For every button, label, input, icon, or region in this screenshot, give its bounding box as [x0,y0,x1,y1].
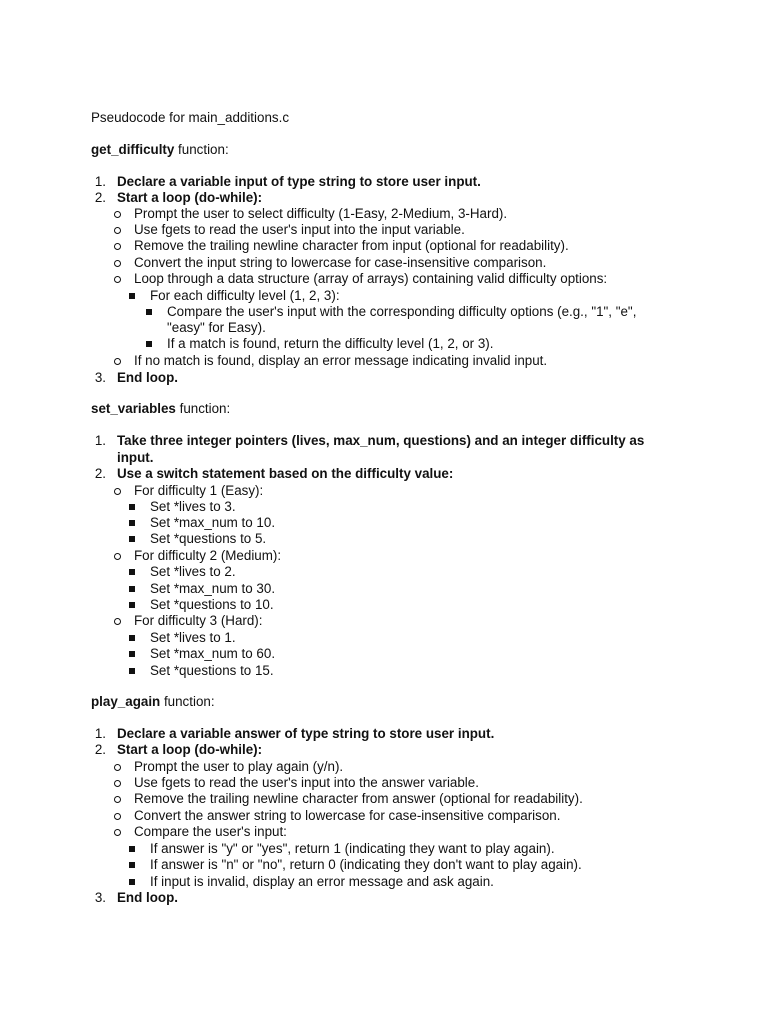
step-text: Take three integer pointers (lives, max_num, questions) and an integer difficulty as [117,433,645,448]
square-bullet-icon [129,862,135,868]
circle-bullet-icon [114,243,121,250]
bullet-text: Compare the user's input with the corresponding difficulty options (e.g., "1", "e", [167,304,637,319]
function-suffix: function: [160,694,215,709]
square-bullet-icon [129,536,135,542]
bullet-text: If no match is found, display an error message indicating invalid input. [134,353,548,368]
square-bullet-icon [129,293,135,299]
function-suffix: function: [174,142,229,157]
bullet-text: Set *max_num to 10. [150,515,276,530]
bullet-text: If answer is "y" or "yes", return 1 (indicating they want to play again). [150,841,555,856]
bullet-text: For each difficulty level (1, 2, 3): [150,288,340,303]
circle-bullet-icon [114,260,121,267]
circle-bullet-icon [114,227,121,234]
step-number: 1. [94,174,106,189]
bullet-text: Set *max_num to 60. [150,646,276,661]
function-name: play_again [91,694,161,709]
square-bullet-icon [129,569,135,575]
square-bullet-icon [146,309,152,315]
bullet-text: Convert the answer string to lowercase for case-insensitive comparison. [134,808,561,823]
bullet-text: Convert the input string to lowercase for case-insensitive comparison. [134,255,547,270]
step-text: Start a loop (do-while): [117,190,263,205]
bullet-text: Use fgets to read the user's input into the answer variable. [134,775,479,790]
bullet-text: Set *lives to 1. [150,630,236,645]
bullet-text: If input is invalid, display an error message and ask again. [150,874,494,889]
circle-bullet-icon [114,780,121,787]
step-number: 3. [94,890,106,905]
step-number: 2. [94,742,106,757]
square-bullet-icon [129,668,135,674]
circle-bullet-icon [114,488,121,495]
bullet-text-continued: "easy" for Easy). [167,320,266,335]
step-number: 2. [94,190,106,205]
bullet-text: For difficulty 2 (Medium): [134,548,282,563]
step-number: 3. [94,370,106,385]
step-text: Start a loop (do-while): [117,742,263,757]
step-text: Use a switch statement based on the difficulty value: [117,466,454,481]
step-number: 1. [94,433,106,448]
function-name: set_variables [91,401,176,416]
bullet-text: Set *questions to 5. [150,531,267,546]
step-number: 2. [94,466,106,481]
step-number: 1. [94,726,106,741]
circle-bullet-icon [114,813,121,820]
circle-bullet-icon [114,211,121,218]
bullet-text: Set *questions to 15. [150,663,274,678]
square-bullet-icon [129,651,135,657]
square-bullet-icon [146,341,152,347]
square-bullet-icon [129,520,135,526]
bullet-text: If answer is "n" or "no", return 0 (indicating they don't want to play again). [150,857,582,872]
bullet-text: Set *lives to 3. [150,499,236,514]
bullet-text: Remove the trailing newline character from answer (optional for readability). [134,791,583,806]
square-bullet-icon [129,879,135,885]
bullet-text: Set *questions to 10. [150,597,274,612]
section-heading-set-variables [91,401,230,417]
circle-bullet-icon [114,618,121,625]
document-title: Pseudocode for main_additions.c [91,110,290,125]
function-name: get_difficulty [91,142,175,157]
square-bullet-icon [129,504,135,510]
step-text: End loop. [117,370,178,385]
bullet-text: Remove the trailing newline character from input (optional for readability). [134,238,569,253]
step-text: Declare a variable answer of type string to store user input. [117,726,495,741]
step-text-continued: input. [117,450,154,465]
bullet-text: Prompt the user to play again (y/n). [134,759,344,774]
circle-bullet-icon [114,829,121,836]
section-heading-get-difficulty [91,142,229,158]
circle-bullet-icon [114,553,121,560]
square-bullet-icon [129,602,135,608]
circle-bullet-icon [114,276,121,283]
bullet-text: Prompt the user to select difficulty (1-Easy, 2-Medium, 3-Hard). [134,206,508,221]
square-bullet-icon [129,586,135,592]
bullet-text: Compare the user's input: [134,824,287,839]
circle-bullet-icon [114,764,121,771]
square-bullet-icon [129,846,135,852]
bullet-text: For difficulty 3 (Hard): [134,613,263,628]
bullet-text: Use fgets to read the user's input into the input variable. [134,222,465,237]
bullet-text: Loop through a data structure (array of arrays) containing valid difficulty options: [134,271,608,286]
bullet-text: Set *max_num to 30. [150,581,276,596]
bullet-text: If a match is found, return the difficulty level (1, 2, or 3). [167,336,494,351]
section-heading-play-again [91,694,215,710]
bullet-text: Set *lives to 2. [150,564,236,579]
function-suffix: function: [175,401,231,416]
circle-bullet-icon [114,358,121,365]
step-text: End loop. [117,890,178,905]
bullet-text: For difficulty 1 (Easy): [134,483,264,498]
circle-bullet-icon [114,796,121,803]
step-text: Declare a variable input of type string to store user input. [117,174,481,189]
square-bullet-icon [129,635,135,641]
